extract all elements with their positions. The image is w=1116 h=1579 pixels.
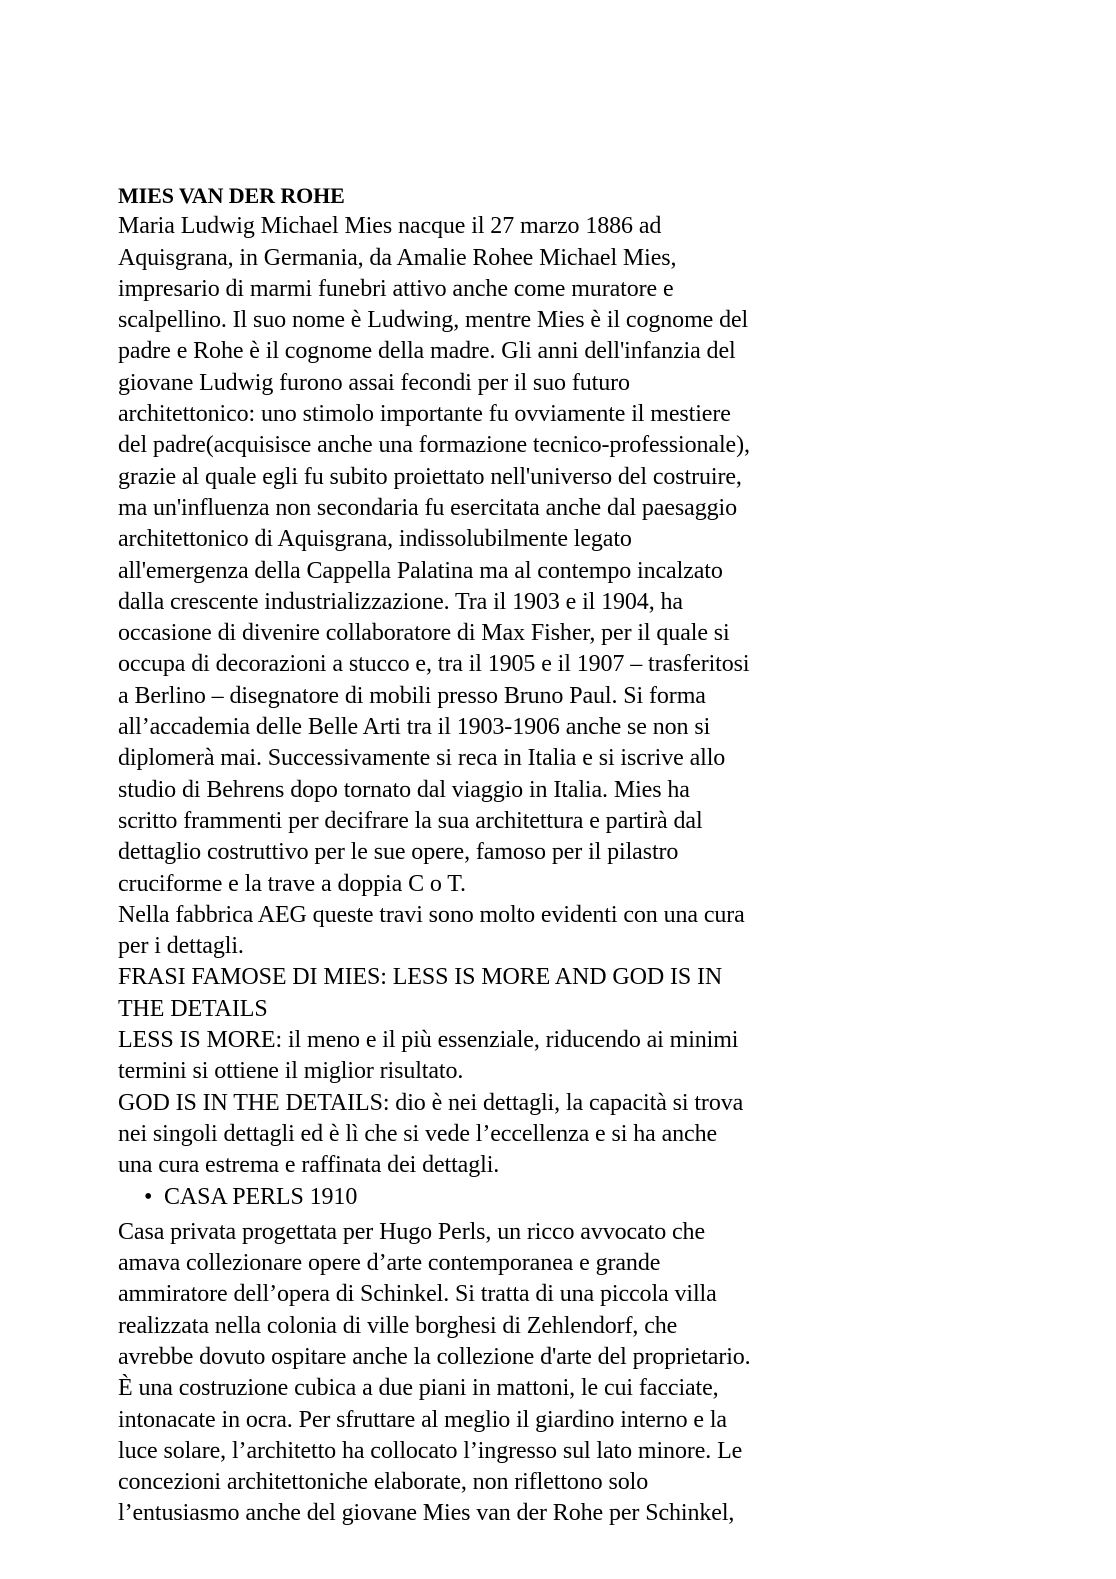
text-line: dettaglio costruttivo per le sue opere, famoso per il pilastro [118, 839, 679, 866]
text-line: occupa di decorazioni a stucco e, tra il 1905 e il 1907 – trasferitosi [118, 651, 750, 678]
text-line: a Berlino – disegnatore di mobili presso Bruno Paul. Si forma [118, 682, 706, 709]
text-line: concezioni architettoniche elaborate, non riflettono solo [118, 1469, 649, 1496]
document-page [118, 180, 878, 1530]
text-line: per i dettagli. [118, 933, 244, 960]
text-line: amava collezionare opere d’arte contemporanea e grande [118, 1250, 661, 1277]
text-line: all’accademia delle Belle Arti tra il 1903-1906 anche se non si [118, 714, 711, 741]
text-line: realizzata nella colonia di ville borghesi di Zehlendorf, che [118, 1312, 678, 1339]
text-line: scritto frammenti per decifrare la sua architettura e partirà dal [118, 807, 703, 834]
text-line: LESS IS MORE: il meno e il più essenziale, riducendo ai minimi [118, 1027, 739, 1054]
document-title: MIES VAN DER ROHE [118, 183, 345, 208]
text-line: scalpellino. Il suo nome è Ludwing, mentre Mies è il cognome del [118, 307, 749, 334]
text-line: FRASI FAMOSE DI MIES: LESS IS MORE AND GOD IS IN [118, 964, 723, 991]
bullet-glyph: • [144, 1183, 153, 1210]
text-line: diplomerà mai. Successivamente si reca in Italia e si iscrive allo [118, 745, 726, 772]
text-line: ammiratore dell’opera di Schinkel. Si tratta di una piccola villa [118, 1281, 717, 1308]
text-line: luce solare, l’architetto ha collocato l’ingresso sul lato minore. Le [118, 1437, 743, 1464]
intro-paragraph [118, 211, 878, 1181]
text-line: architettonico: uno stimolo importante fu ovviamente il mestiere [118, 401, 731, 428]
text-line: cruciforme e la trave a doppia C o T. [118, 870, 466, 897]
text-line: Maria Ludwig Michael Mies nacque il 27 marzo 1886 ad [118, 213, 662, 240]
text-line: architettonico di Aquisgrana, indissolubilmente legato [118, 526, 632, 553]
casa-perls-paragraph [118, 1217, 878, 1530]
text-line: padre e Rohe è il cognome della madre. Gli anni dell'infanzia del [118, 338, 736, 365]
text-line: l’entusiasmo anche del giovane Mies van der Rohe per Schinkel, [118, 1500, 735, 1527]
text-line: THE DETAILS [118, 995, 268, 1022]
text-line: occasione di divenire collaboratore di Max Fisher, per il quale si [118, 620, 730, 647]
text-line: Aquisgrana, in Germania, da Amalie Rohee Michael Mies, [118, 244, 677, 271]
text-line: ma un'influenza non secondaria fu esercitata anche dal paesaggio [118, 494, 737, 521]
text-line: Nella fabbrica AEG queste travi sono molto evidenti con una cura [118, 901, 745, 928]
text-line: impresario di marmi funebri attivo anche come muratore e [118, 275, 674, 302]
text-line: GOD IS IN THE DETAILS: dio è nei dettagli, la capacità si trova [118, 1089, 744, 1116]
text-line: termini si ottiene il miglior risultato. [118, 1058, 464, 1085]
text-line: nei singoli dettagli ed è lì che si vede l’eccellenza e si ha anche [118, 1120, 718, 1147]
bullet-text: CASA PERLS 1910 [164, 1183, 358, 1210]
text-line: È una costruzione cubica a due piani in mattoni, le cui facciate, [118, 1375, 719, 1402]
text-line: Casa privata progettata per Hugo Perls, un ricco avvocato che [118, 1218, 706, 1245]
text-line: all'emergenza della Cappella Palatina ma al contempo incalzato [118, 557, 723, 584]
text-line: avrebbe dovuto ospitare anche la collezione d'arte del proprietario. [118, 1343, 751, 1370]
bullet-item [118, 1182, 878, 1213]
text-line: del padre(acquisisce anche una formazione tecnico-professionale), [118, 432, 750, 459]
text-line: giovane Ludwig furono assai fecondi per il suo futuro [118, 369, 630, 396]
text-line: studio di Behrens dopo tornato dal viaggio in Italia. Mies ha [118, 776, 690, 803]
text-line: intonacate in ocra. Per sfruttare al meglio il giardino interno e la [118, 1406, 727, 1433]
text-line: una cura estrema e raffinata dei dettagli. [118, 1152, 500, 1179]
text-line: grazie al quale egli fu subito proiettato nell'universo del costruire, [118, 463, 742, 490]
text-line: dalla crescente industrializzazione. Tra il 1903 e il 1904, ha [118, 588, 683, 615]
